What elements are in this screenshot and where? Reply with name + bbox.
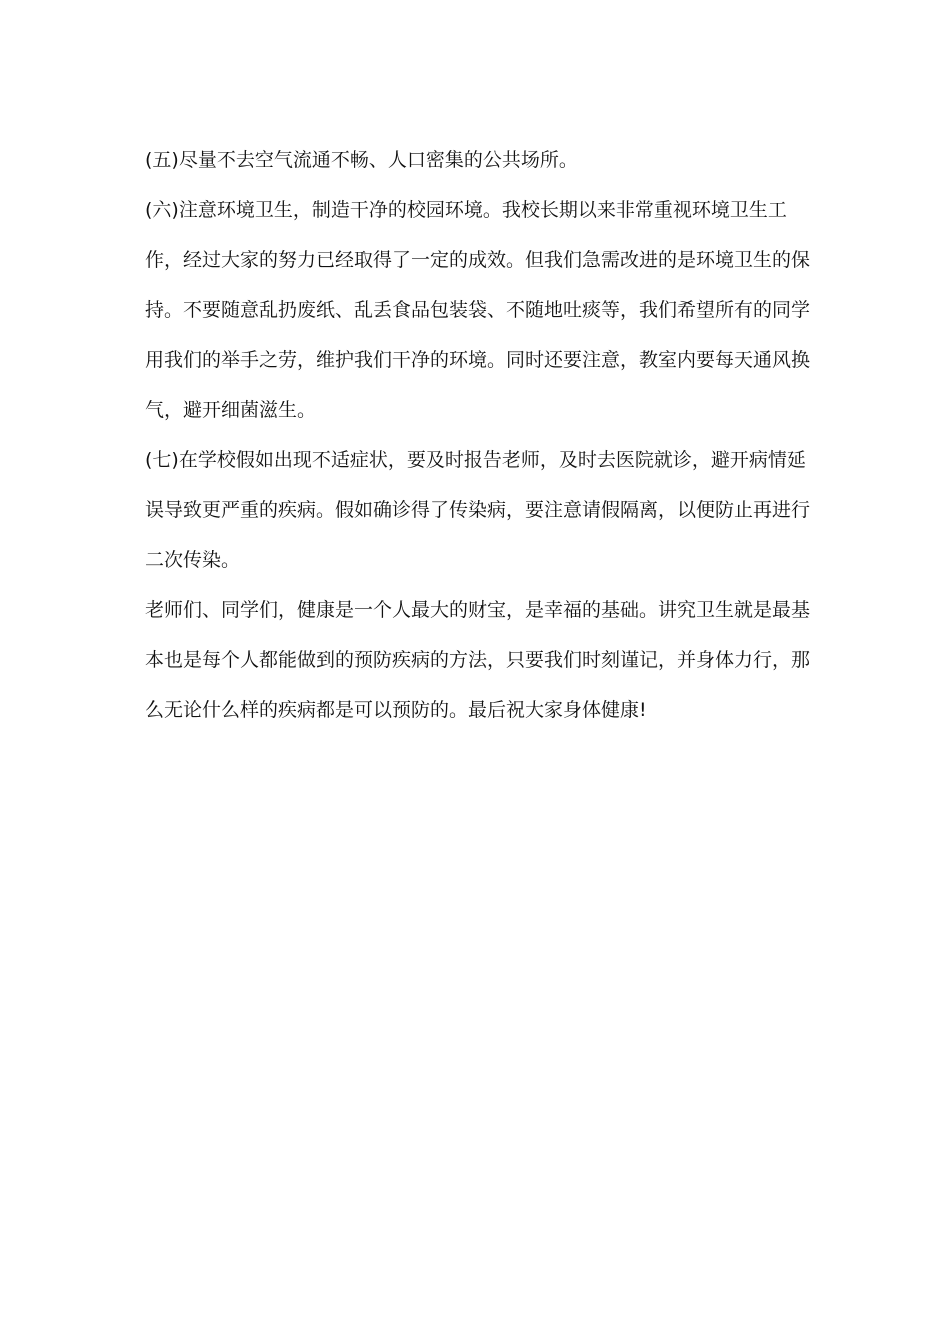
paragraph-item-5: (五)尽量不去空气流通不畅、人口密集的公共场所。 bbox=[145, 149, 578, 171]
closing-paragraph: 老师们、同学们，健康是一个人最大的财宝，是幸福的基础。讲究卫生就是最基本也是每个人都能做到的预防疾病的方法，只要我们时刻谨记，并身体力行，那么无论什么样的疾病都是可以预防的。最后祝大家身体健康! bbox=[145, 599, 811, 721]
paragraph-item-6: (六)注意环境卫生，制造干净的校园环境。我校长期以来非常重视环境卫生工作，经过大家的努力已经取得了一定的成效。但我们急需改进的是环境卫生的保持。不要随意乱扔废纸、乱丢食品包装袋、不随地吐痰等，我们希望所有的同学用我们的举手之劳，维护我们干净的环境。同时还要注意，教室内要每天通风换气，避开细菌滋生。 bbox=[145, 199, 811, 421]
paragraph-item-7: (七)在学校假如出现不适症状，要及时报告老师，及时去医院就诊，避开病情延误导致更严重的疾病。假如确诊得了传染病，要注意请假隔离，以便防止再进行二次传染。 bbox=[145, 449, 811, 571]
document-body bbox=[145, 135, 810, 735]
